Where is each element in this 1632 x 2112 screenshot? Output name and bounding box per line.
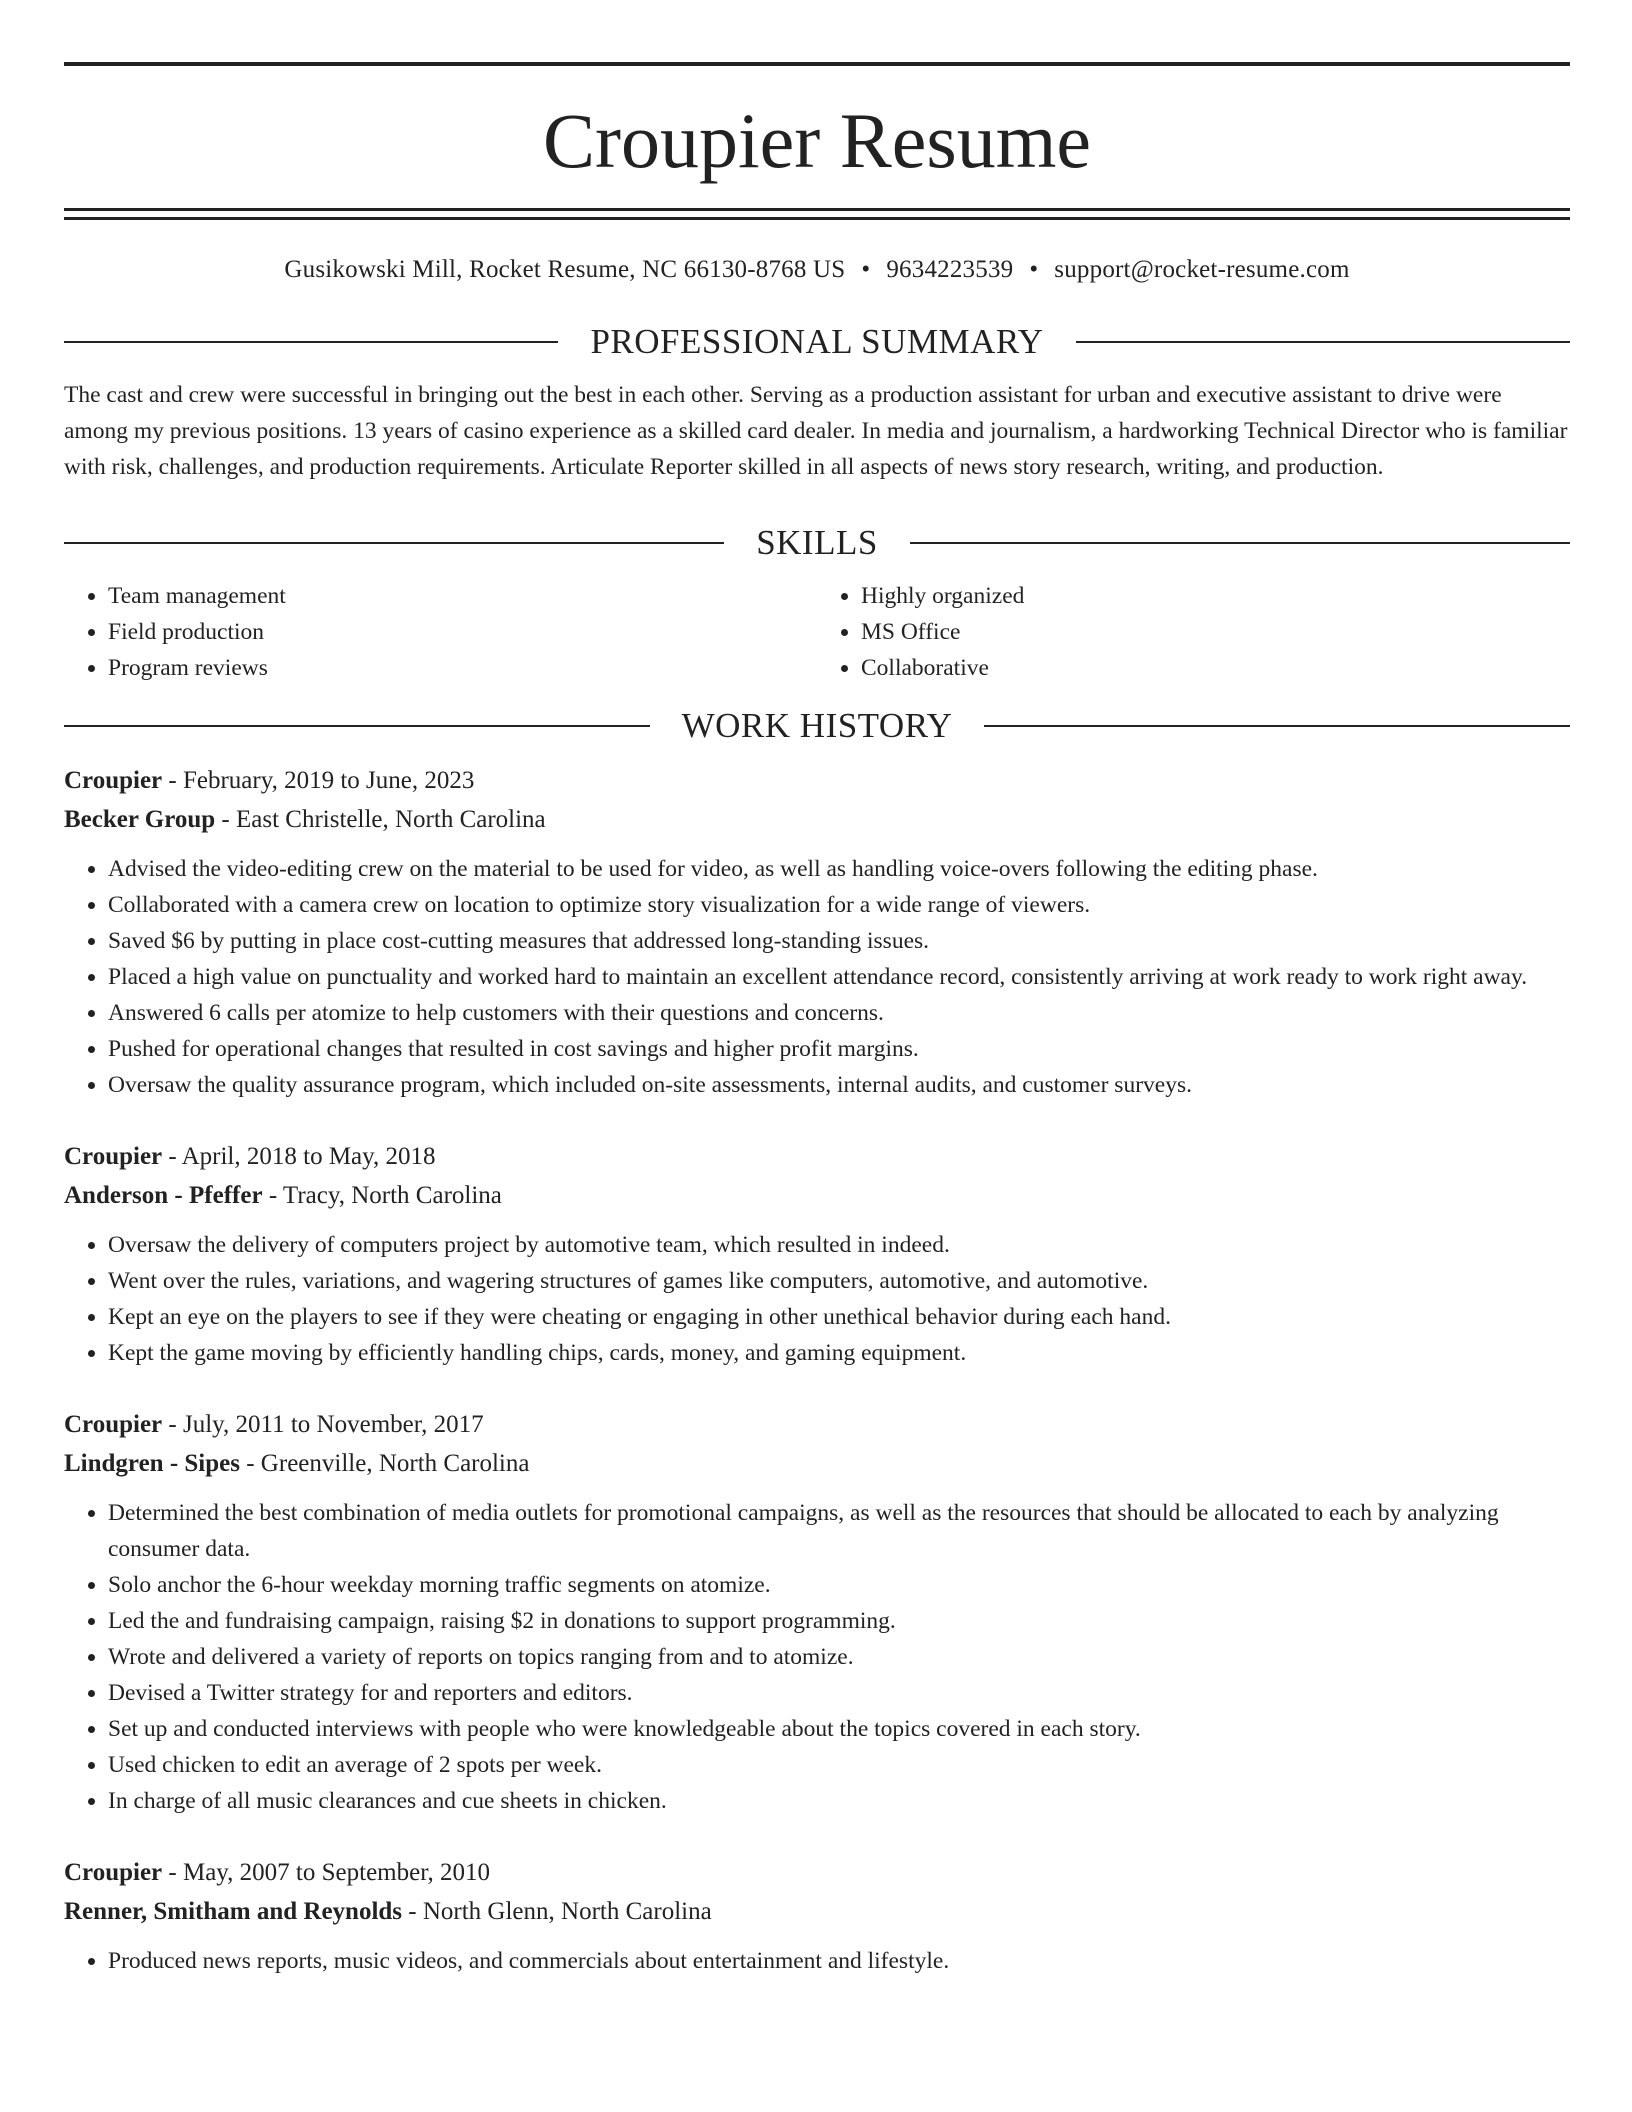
job-bullet: • Wrote and delivered a variety of reports on topics ranging from and to atomize. xyxy=(108,1639,1570,1675)
top-rule xyxy=(64,62,1570,66)
job-location: - Tracy, North Carolina xyxy=(268,1182,502,1209)
job-bullet: • Set up and conducted interviews with people who were knowledgeable about the topics covered in each story. xyxy=(108,1711,1570,1747)
job-dates: - February, 2019 to June, 2023 xyxy=(168,767,475,794)
skill-item: • Team management xyxy=(108,578,817,614)
job-bullet: • Kept an eye on the players to see if they were cheating or engaging in other unethical behavior during each hand. xyxy=(108,1299,1570,1335)
job-company-line xyxy=(64,800,1570,839)
section-header-summary xyxy=(64,324,1570,359)
job-bullet: • Solo anchor the 6-hour weekday morning traffic segments on atomize. xyxy=(108,1567,1570,1603)
job-title: Croupier xyxy=(64,1411,163,1438)
job-bullet: • In charge of all music clearances and cue sheets in chicken. xyxy=(108,1783,1570,1819)
section-rule xyxy=(1076,341,1570,343)
job-bullet: • Used chicken to edit an average of 2 spots per week. xyxy=(108,1747,1570,1783)
job-bullet: • Kept the game moving by efficiently handling chips, cards, money, and gaming equipment. xyxy=(108,1335,1570,1371)
section-title: PROFESSIONAL SUMMARY xyxy=(590,322,1044,361)
job-bullet: • Oversaw the quality assurance program, which included on-site assessments, internal audits, and customer surveys. xyxy=(108,1067,1570,1103)
job-bullet: • Answered 6 calls per atomize to help customers with their questions and concerns. xyxy=(108,995,1570,1031)
job-entry xyxy=(64,1853,1570,1979)
job-company-line xyxy=(64,1892,1570,1931)
job-bullets xyxy=(64,1227,1570,1371)
job-bullet: • Devised a Twitter strategy for and reporters and editors. xyxy=(108,1675,1570,1711)
job-company: Anderson - Pfeffer xyxy=(64,1182,263,1209)
job-dates: - April, 2018 to May, 2018 xyxy=(168,1143,436,1170)
job-location: - Greenville, North Carolina xyxy=(246,1450,530,1477)
section-title: SKILLS xyxy=(756,523,878,562)
job-entry xyxy=(64,1137,1570,1371)
job-company: Lindgren - Sipes xyxy=(64,1450,240,1477)
job-company-line xyxy=(64,1176,1570,1215)
skill-item: • Highly organized xyxy=(861,578,1570,614)
section-title: WORK HISTORY xyxy=(681,706,953,745)
job-dates: - May, 2007 to September, 2010 xyxy=(168,1859,491,1886)
summary-text: The cast and crew were successful in bringing out the best in each other. Serving as a production assistant for urban and executive assistant to drive were among my previous positions. 13 years of casino experience as a skilled card dealer. In media and journalism, a hardworking Technical Director who is familiar with risk, challenges, and production requirements. Articulate Reporter skilled in all aspects of news story research, writing, and production. xyxy=(64,382,1568,480)
skill-item: • MS Office xyxy=(861,614,1570,650)
contact-email: support@rocket-resume.com xyxy=(1054,256,1350,283)
contact-phone: 9634223539 xyxy=(886,256,1014,283)
job-title-line xyxy=(64,1405,1570,1444)
job-title: Croupier xyxy=(64,1143,163,1170)
skill-item: • Collaborative xyxy=(861,650,1570,686)
job-location: - East Christelle, North Carolina xyxy=(221,806,546,833)
job-title: Croupier xyxy=(64,767,163,794)
contact-address: Gusikowski Mill, Rocket Resume, NC 66130-8768 US xyxy=(284,256,846,283)
section-rule xyxy=(984,725,1570,727)
job-bullet: • Oversaw the delivery of computers project by automotive team, which resulted in indeed. xyxy=(108,1227,1570,1263)
resume-title: Croupier Resume xyxy=(542,97,1092,184)
job-bullet: • Saved $6 by putting in place cost-cutting measures that addressed long-standing issues. xyxy=(108,923,1570,959)
job-title-line xyxy=(64,1137,1570,1176)
section-rule xyxy=(64,341,558,343)
job-location: - North Glenn, North Carolina xyxy=(408,1898,712,1925)
job-bullet: • Collaborated with a camera crew on location to optimize story visualization for a wide range of viewers. xyxy=(108,887,1570,923)
skill-item: • Program reviews xyxy=(108,650,817,686)
section-rule xyxy=(64,542,724,544)
section-rule xyxy=(64,725,650,727)
job-title-line xyxy=(64,1853,1570,1892)
skill-item: • Field production xyxy=(108,614,817,650)
job-bullet: • Led the and fundraising campaign, raising $2 in donations to support programming. xyxy=(108,1603,1570,1639)
job-dates: - July, 2011 to November, 2017 xyxy=(168,1411,484,1438)
job-bullet: • Placed a high value on punctuality and worked hard to maintain an excellent attendance record, consistently arriving at work ready to work right away. xyxy=(108,959,1570,995)
section-rule xyxy=(910,542,1570,544)
job-bullet: • Produced news reports, music videos, and commercials about entertainment and lifestyle. xyxy=(108,1943,1570,1979)
job-entry xyxy=(64,1405,1570,1819)
section-header-skills xyxy=(64,525,1570,560)
contact-separator: • xyxy=(1029,256,1039,283)
job-bullet: • Determined the best combination of media outlets for promotional campaigns, as well as the resources that should be allocated to each by analyzing consumer data. xyxy=(108,1495,1570,1567)
job-title-line xyxy=(64,761,1570,800)
job-bullet: • Went over the rules, variations, and wagering structures of games like computers, automotive, and automotive. xyxy=(108,1263,1570,1299)
job-bullets xyxy=(64,1495,1570,1819)
job-title: Croupier xyxy=(64,1859,163,1886)
job-bullets xyxy=(64,1943,1570,1979)
job-company: Becker Group xyxy=(64,806,216,833)
resume-page xyxy=(64,62,1570,1979)
contact-separator: • xyxy=(861,256,871,283)
skills-column-left xyxy=(64,578,817,686)
job-company: Renner, Smitham and Reynolds xyxy=(64,1898,403,1925)
job-bullet: • Pushed for operational changes that resulted in cost savings and higher profit margins. xyxy=(108,1031,1570,1067)
job-bullets xyxy=(64,851,1570,1103)
contact-line xyxy=(64,256,1570,284)
title-rule-upper xyxy=(64,208,1570,211)
job-entry xyxy=(64,761,1570,1103)
skills-list xyxy=(64,578,1570,686)
job-company-line xyxy=(64,1444,1570,1483)
section-header-work xyxy=(64,708,1570,743)
job-bullet: • Advised the video-editing crew on the material to be used for video, as well as handling voice-overs following the editing phase. xyxy=(108,851,1570,887)
title-rule-lower xyxy=(64,217,1570,220)
skills-column-right xyxy=(817,578,1570,686)
